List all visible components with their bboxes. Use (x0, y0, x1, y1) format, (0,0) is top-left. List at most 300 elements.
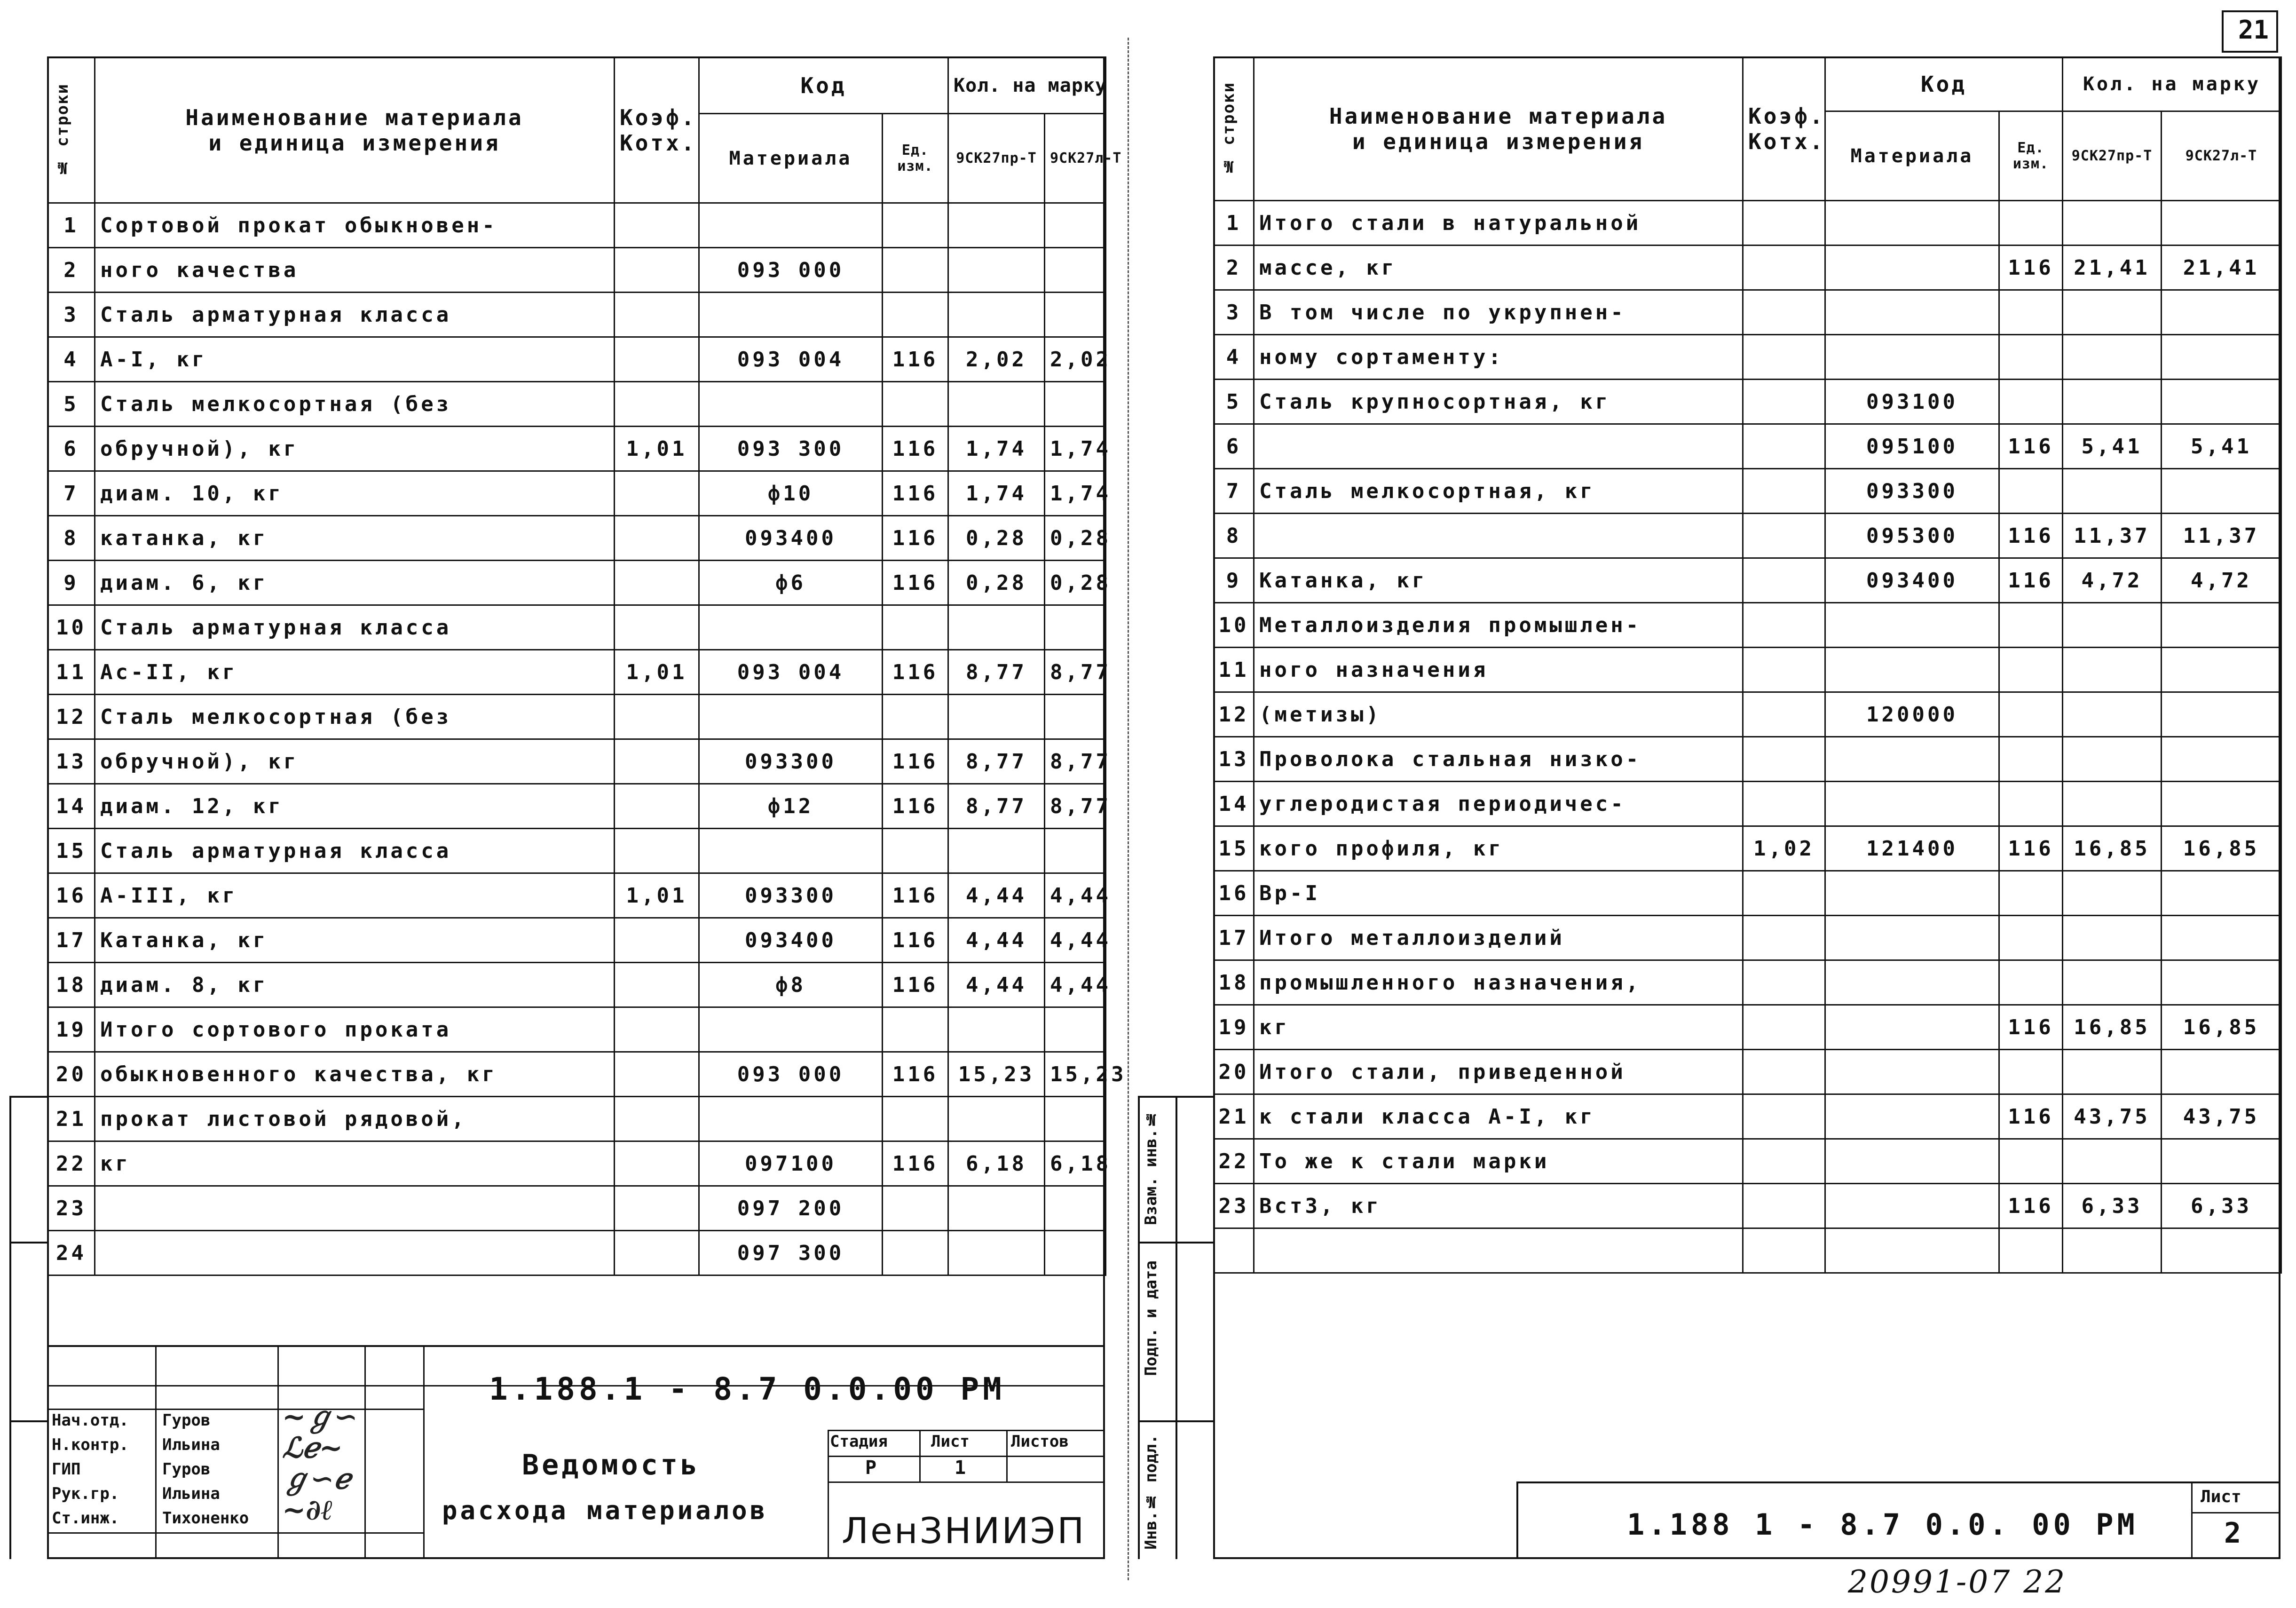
qty-col1-value (2063, 290, 2162, 335)
material-code (1825, 1228, 1999, 1273)
qty-col1-value: 1,74 (948, 471, 1045, 516)
qty-col1-value: 0,28 (948, 561, 1045, 605)
qty-col1-value: 8,77 (948, 784, 1045, 829)
qty-col2-value: 1,74 (1045, 427, 1106, 471)
signature-scribbles: ~ℊ∽ ℒℯ~ ℊ∽ℯ ~∂ℓ (282, 1401, 358, 1527)
row-number: 13 (48, 739, 95, 784)
material-code: ф12 (699, 784, 883, 829)
qty-col1-value: 8,77 (948, 739, 1045, 784)
row-number: 15 (48, 829, 95, 873)
qty-col2-value: 1,74 (1045, 471, 1106, 516)
qty-col1-value: 4,44 (948, 873, 1045, 918)
material-name: В том числе по укрупнен- (1254, 290, 1743, 335)
qty-col1-value (2063, 648, 2162, 692)
material-code (1825, 246, 1999, 290)
row-number: 2 (48, 248, 95, 293)
qty-col2-value (2162, 335, 2281, 380)
qty-col2-value: 16,85 (2162, 826, 2281, 871)
qty-col2-value: 8,77 (1045, 650, 1106, 695)
material-code (1825, 960, 1999, 1005)
unit-code (1999, 201, 2063, 246)
row-number: 3 (1214, 290, 1254, 335)
material-name: кг (95, 1141, 615, 1186)
table-row (48, 739, 1106, 784)
table-row (48, 963, 1106, 1007)
material-name: диам. 6, кг (95, 561, 615, 605)
coef-value (1743, 782, 1825, 826)
role-person: Ильина (162, 1484, 220, 1503)
row-number: 8 (48, 516, 95, 561)
coef-value (615, 918, 699, 963)
material-code (699, 1097, 883, 1141)
unit-code: 116 (883, 561, 948, 605)
unit-code (883, 1097, 948, 1141)
qty-col2-value: 8,77 (1045, 784, 1106, 829)
qty-col2-value: 6,18 (1045, 1141, 1106, 1186)
coef-value (1743, 916, 1825, 960)
coef-value (1743, 737, 1825, 782)
r-header-qty: Кол. на марку (2063, 57, 2281, 111)
qty-col1-value: 1,74 (948, 427, 1045, 471)
coef-value (1743, 514, 1825, 558)
material-name: обручной), кг (95, 427, 615, 471)
coef-value (1743, 1184, 1825, 1228)
row-number: 9 (48, 561, 95, 605)
material-code (699, 293, 883, 337)
qty-col2-value (2162, 960, 2281, 1005)
coef-value (615, 695, 699, 739)
table-row (1214, 871, 2281, 916)
material-code: 097 300 (699, 1231, 883, 1275)
unit-code (1999, 1139, 2063, 1184)
material-code (1825, 1050, 1999, 1094)
material-name: Катанка, кг (1254, 558, 1743, 603)
qty-col2-value (1045, 1186, 1106, 1231)
role-person: Гуров (162, 1411, 211, 1430)
qty-col2-value: 0,28 (1045, 561, 1106, 605)
qty-col2-value (2162, 648, 2281, 692)
material-name: Итого металлоизделий (1254, 916, 1743, 960)
header-qty-col2: 9СК27л-Т (1045, 114, 1106, 203)
coef-value: 1,01 (615, 650, 699, 695)
unit-code (883, 1007, 948, 1052)
qty-col1-value (2063, 469, 2162, 514)
coef-value (615, 1186, 699, 1231)
material-code: 120000 (1825, 692, 1999, 737)
qty-col2-value: 4,72 (2162, 558, 2281, 603)
row-number: 7 (1214, 469, 1254, 514)
material-code: ф6 (699, 561, 883, 605)
r-header-code: Код (1825, 57, 2063, 111)
qty-col2-value (2162, 1050, 2281, 1094)
material-code: 093 300 (699, 427, 883, 471)
material-code: 097100 (699, 1141, 883, 1186)
unit-code: 116 (1999, 1005, 2063, 1050)
role-label: Рук.гр. (52, 1484, 119, 1503)
coef-value (615, 1052, 699, 1097)
unit-code (883, 293, 948, 337)
row-number: 12 (1214, 692, 1254, 737)
header-code: Код (699, 57, 948, 114)
row-number: 7 (48, 471, 95, 516)
coef-value: 1,01 (615, 427, 699, 471)
row-number: 6 (1214, 424, 1254, 469)
unit-code (1999, 648, 2063, 692)
table-row (1214, 201, 2281, 246)
sheets-label: Листов (1011, 1432, 1069, 1451)
header-material-name: Наименование материала и единица измерения (95, 57, 615, 203)
material-name: Сталь мелкосортная, кг (1254, 469, 1743, 514)
qty-col1-value (948, 829, 1045, 873)
coef-value (1743, 424, 1825, 469)
row-number: 4 (48, 337, 95, 382)
material-name: Катанка, кг (95, 918, 615, 963)
r-header-row-number: № строки (1214, 57, 1254, 201)
unit-code (1999, 960, 2063, 1005)
unit-code (1999, 335, 2063, 380)
coef-value (615, 784, 699, 829)
table-row (1214, 246, 2281, 290)
qty-col1-value: 15,23 (948, 1052, 1045, 1097)
qty-col1-value (2063, 335, 2162, 380)
role-label: Нач.отд. (52, 1411, 129, 1430)
material-name: Сталь арматурная класса (95, 293, 615, 337)
stage-label: Стадия (830, 1432, 888, 1451)
page-number: 21 (2238, 15, 2269, 45)
stage-value: Р (865, 1457, 877, 1479)
right-sheet-value: 2 (2224, 1517, 2241, 1550)
header-row-number: № строки (48, 57, 95, 203)
center-divider (1128, 38, 1129, 1580)
row-number: 1 (48, 203, 95, 248)
table-row (1214, 290, 2281, 335)
material-name (95, 1186, 615, 1231)
row-number: 11 (48, 650, 95, 695)
coef-value (1743, 201, 1825, 246)
qty-col1-value (948, 248, 1045, 293)
qty-col1-value: 16,85 (2063, 826, 2162, 871)
unit-code (1999, 380, 2063, 424)
material-name: А-III, кг (95, 873, 615, 918)
table-row (48, 650, 1106, 695)
table-row (1214, 469, 2281, 514)
qty-col2-value (2162, 916, 2281, 960)
row-number: 14 (48, 784, 95, 829)
row-number: 16 (1214, 871, 1254, 916)
table-row (48, 1097, 1106, 1141)
role-person: Ильина (162, 1435, 220, 1454)
table-row (48, 427, 1106, 471)
role-person: Гуров (162, 1460, 211, 1479)
material-name: Сталь мелкосортная (без (95, 382, 615, 427)
qty-col1-value: 21,41 (2063, 246, 2162, 290)
qty-col1-value (2063, 782, 2162, 826)
qty-col1-value (2063, 380, 2162, 424)
table-row (48, 829, 1106, 873)
unit-code: 116 (883, 1052, 948, 1097)
material-code (1825, 201, 1999, 246)
material-name: А-I, кг (95, 337, 615, 382)
row-number: 21 (1214, 1094, 1254, 1139)
material-name: Металлоизделия промышлен- (1254, 603, 1743, 648)
material-code: ф10 (699, 471, 883, 516)
material-name: Вст3, кг (1254, 1184, 1743, 1228)
qty-col2-value: 0,28 (1045, 516, 1106, 561)
material-name: кого профиля, кг (1254, 826, 1743, 871)
qty-col2-value (1045, 382, 1106, 427)
table-row (1214, 558, 2281, 603)
qty-col2-value (2162, 1228, 2281, 1273)
table-row (48, 1186, 1106, 1231)
table-row (1214, 1050, 2281, 1094)
unit-code: 116 (883, 963, 948, 1007)
material-code: 093300 (699, 739, 883, 784)
material-name: Сталь арматурная класса (95, 605, 615, 650)
row-number: 22 (1214, 1139, 1254, 1184)
row-number: 20 (48, 1052, 95, 1097)
unit-code: 116 (883, 784, 948, 829)
qty-col2-value (1045, 829, 1106, 873)
qty-col1-value (948, 605, 1045, 650)
qty-col2-value (1045, 1097, 1106, 1141)
material-code: 121400 (1825, 826, 1999, 871)
table-row (1214, 960, 2281, 1005)
qty-col2-value: 43,75 (2162, 1094, 2281, 1139)
coef-value (1743, 603, 1825, 648)
unit-code (1999, 871, 2063, 916)
qty-col2-value: 5,41 (2162, 424, 2281, 469)
unit-code (1999, 603, 2063, 648)
row-number: 17 (1214, 916, 1254, 960)
qty-col1-value (948, 1007, 1045, 1052)
qty-col1-value: 43,75 (2063, 1094, 2162, 1139)
qty-col1-value: 4,44 (948, 918, 1045, 963)
coef-value (1743, 692, 1825, 737)
row-number: 14 (1214, 782, 1254, 826)
material-code (699, 203, 883, 248)
row-number: 8 (1214, 514, 1254, 558)
qty-col1-value (2063, 1228, 2162, 1273)
left-materials-table (47, 56, 1127, 1276)
qty-col2-value: 4,44 (1045, 963, 1106, 1007)
material-name: Сталь крупносортная, кг (1254, 380, 1743, 424)
header-qty-col1: 9СК27пр-Т (948, 114, 1045, 203)
right-doc-code: 1.188 1 - 8.7 0.0. 00 РМ (1627, 1507, 2138, 1542)
r-header-code-unit: Ед. изм. (1999, 111, 2063, 201)
material-name: Сталь арматурная класса (95, 829, 615, 873)
coef-value (1743, 246, 1825, 290)
coef-value (1743, 558, 1825, 603)
qty-col1-value: 6,18 (948, 1141, 1045, 1186)
row-number: 1 (1214, 201, 1254, 246)
table-row (48, 382, 1106, 427)
material-code: 093 000 (699, 1052, 883, 1097)
r-header-qty-col1: 9СК27пр-Т (2063, 111, 2162, 201)
coef-value (615, 203, 699, 248)
row-number: 24 (48, 1231, 95, 1275)
qty-col2-value: 16,85 (2162, 1005, 2281, 1050)
qty-col1-value: 16,85 (2063, 1005, 2162, 1050)
qty-col1-value (2063, 692, 2162, 737)
qty-col1-value (2063, 737, 2162, 782)
material-code: 095100 (1825, 424, 1999, 469)
row-number: 10 (1214, 603, 1254, 648)
material-name: (метизы) (1254, 692, 1743, 737)
unit-code: 116 (883, 918, 948, 963)
coef-value (615, 516, 699, 561)
row-number: 22 (48, 1141, 95, 1186)
coef-value (615, 1231, 699, 1275)
coef-value (1743, 1094, 1825, 1139)
material-name: к стали класса А-I, кг (1254, 1094, 1743, 1139)
material-name: кг (1254, 1005, 1743, 1050)
row-number: 19 (1214, 1005, 1254, 1050)
table-row (1214, 826, 2281, 871)
role-label: ГИП (52, 1460, 81, 1479)
qty-col1-value (948, 1097, 1045, 1141)
unit-code (883, 1231, 948, 1275)
coef-value: 1,01 (615, 873, 699, 918)
qty-col1-value: 6,33 (2063, 1184, 2162, 1228)
unit-code: 116 (883, 873, 948, 918)
table-row (48, 516, 1106, 561)
material-code: 097 200 (699, 1186, 883, 1231)
qty-col2-value (2162, 737, 2281, 782)
coef-value (615, 1097, 699, 1141)
unit-code (883, 382, 948, 427)
unit-code (1999, 1228, 2063, 1273)
table-row (48, 695, 1106, 739)
row-number: 4 (1214, 335, 1254, 380)
material-code (1825, 1139, 1999, 1184)
row-number: 18 (1214, 960, 1254, 1005)
material-name: ному сортаменту: (1254, 335, 1743, 380)
unit-code (1999, 692, 2063, 737)
qty-col2-value (2162, 603, 2281, 648)
material-code: 093400 (699, 516, 883, 561)
table-row (1214, 335, 2281, 380)
row-number: 11 (1214, 648, 1254, 692)
table-row (1214, 603, 2281, 648)
side-stamp-inv-orig: Инв.№ подл. (1142, 1434, 1160, 1550)
unit-code: 116 (1999, 514, 2063, 558)
qty-col2-value: 2,02 (1045, 337, 1106, 382)
material-code (1825, 737, 1999, 782)
unit-code: 116 (883, 739, 948, 784)
unit-code (883, 829, 948, 873)
unit-code (883, 1186, 948, 1231)
table-row (1214, 1139, 2281, 1184)
role-label: Ст.инж. (52, 1509, 119, 1528)
material-name: диам. 10, кг (95, 471, 615, 516)
qty-col1-value (2063, 871, 2162, 916)
table-row (48, 1141, 1106, 1186)
material-code: 093 004 (699, 337, 883, 382)
footer-note: 20991-07 22 (1848, 1564, 2067, 1600)
coef-value (1743, 380, 1825, 424)
material-name (1254, 1228, 1743, 1273)
qty-col2-value (2162, 1139, 2281, 1184)
table-row (48, 605, 1106, 650)
coef-value (1743, 1139, 1825, 1184)
qty-col1-value: 11,37 (2063, 514, 2162, 558)
coef-value (1743, 960, 1825, 1005)
qty-col2-value (1045, 293, 1106, 337)
material-name: обручной), кг (95, 739, 615, 784)
coef-value (1743, 648, 1825, 692)
material-name: диам. 8, кг (95, 963, 615, 1007)
qty-col2-value (1045, 605, 1106, 650)
material-code: 093400 (1825, 558, 1999, 603)
qty-col2-value (1045, 1007, 1106, 1052)
table-row (1214, 737, 2281, 782)
material-name (95, 1231, 615, 1275)
material-name: То же к стали марки (1254, 1139, 1743, 1184)
coef-value (1743, 1050, 1825, 1094)
coef-value (1743, 1005, 1825, 1050)
table-row (48, 918, 1106, 963)
material-name: Проволока стальная низко- (1254, 737, 1743, 782)
coef-value (615, 1007, 699, 1052)
material-name: Сортовой прокат обыкновен- (95, 203, 615, 248)
table-row (48, 471, 1106, 516)
unit-code: 116 (883, 1141, 948, 1186)
qty-col1-value (2063, 1050, 2162, 1094)
side-stamp-sign-date: Подп. и дата (1142, 1260, 1160, 1376)
unit-code: 116 (883, 427, 948, 471)
material-code (1825, 648, 1999, 692)
table-row (48, 1231, 1106, 1275)
header-code-material: Материала (699, 114, 883, 203)
r-header-coef: Коэф. Котх. (1743, 57, 1825, 201)
table-row (1214, 916, 2281, 960)
material-code: 093300 (699, 873, 883, 918)
row-number (1214, 1228, 1254, 1273)
qty-col1-value (2063, 1139, 2162, 1184)
qty-col1-value (948, 382, 1045, 427)
header-coef: Коэф. Котх. (615, 57, 699, 203)
qty-col2-value (2162, 871, 2281, 916)
coef-value (1743, 871, 1825, 916)
qty-col1-value: 4,72 (2063, 558, 2162, 603)
unit-code: 116 (1999, 558, 2063, 603)
material-name: углеродистая периодичес- (1254, 782, 1743, 826)
doc-title-line1: Ведомость (522, 1449, 701, 1481)
table-row (48, 293, 1106, 337)
table-row (1214, 424, 2281, 469)
qty-col1-value (948, 1231, 1045, 1275)
qty-col2-value (1045, 1231, 1106, 1275)
coef-value (615, 963, 699, 1007)
row-number: 13 (1214, 737, 1254, 782)
coef-value (1743, 290, 1825, 335)
material-code: 095300 (1825, 514, 1999, 558)
sheet-label: Лист (931, 1432, 970, 1451)
table-row (48, 337, 1106, 382)
material-code: 093 000 (699, 248, 883, 293)
coef-value (1743, 335, 1825, 380)
qty-col2-value (2162, 782, 2281, 826)
coef-value (615, 829, 699, 873)
material-name: промышленного назначения, (1254, 960, 1743, 1005)
row-number: 20 (1214, 1050, 1254, 1094)
material-code (1825, 782, 1999, 826)
header-qty: Кол. на марку (948, 57, 1106, 114)
material-code (699, 829, 883, 873)
table-row (48, 1007, 1106, 1052)
qty-col2-value: 15,23 (1045, 1052, 1106, 1097)
table-row (1214, 1005, 2281, 1050)
